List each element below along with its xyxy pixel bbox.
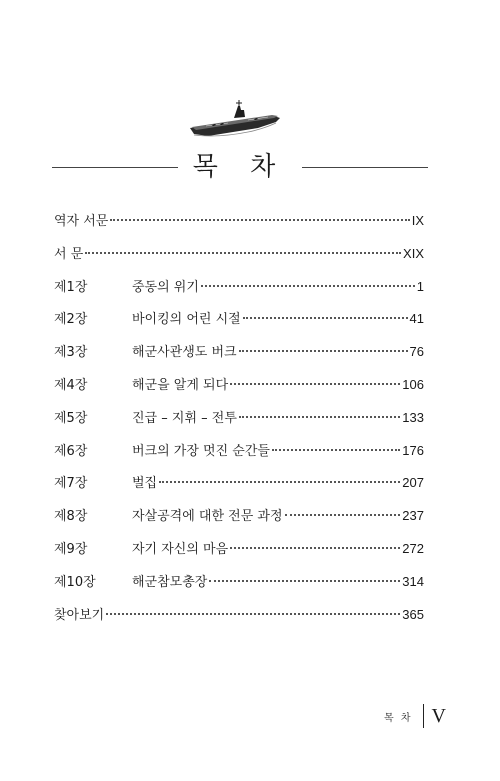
toc-title-row xyxy=(52,148,428,186)
toc-chapter-number: 제8장 xyxy=(54,509,88,525)
toc-page-number: 176 xyxy=(402,442,424,458)
toc-entry-chapter-2[interactable] xyxy=(54,308,424,341)
toc-entry-title: 자기 자신의 마음 xyxy=(132,541,229,557)
toc-entry-chapter-6[interactable] xyxy=(54,440,424,473)
toc-chapter-number: 제6장 xyxy=(54,443,88,459)
toc-entry-chapter-7[interactable] xyxy=(54,472,424,505)
toc-chapter-number: 제4장 xyxy=(54,377,88,393)
toc-entry-title: 중동의 위기 xyxy=(132,279,199,295)
footer-divider xyxy=(423,704,424,728)
toc-entry-chapter-8[interactable] xyxy=(54,505,424,538)
dot-leader xyxy=(201,284,415,287)
toc-chapter-number: 제7장 xyxy=(54,476,88,492)
toc-entry-title: 벌집 xyxy=(132,476,158,492)
toc-chapter-number: 제9장 xyxy=(54,541,88,557)
toc-entry-chapter-10[interactable] xyxy=(54,571,424,604)
toc-chapter-number: 제3장 xyxy=(54,345,88,361)
toc-page-number: IX xyxy=(411,213,424,228)
footer-section-label: 목 차 xyxy=(384,712,413,724)
toc-entry-chapter-1[interactable] xyxy=(54,276,424,309)
dot-leader xyxy=(110,218,409,221)
toc-entry-title: 찾아보기 xyxy=(54,607,105,623)
dot-leader xyxy=(85,251,401,254)
dot-leader xyxy=(243,316,408,319)
toc-chapter-number: 제10장 xyxy=(54,574,96,590)
dot-leader xyxy=(239,349,408,352)
toc-page-number: 237 xyxy=(402,508,424,524)
toc-entry-title: 진급 – 지휘 – 전투 xyxy=(132,410,237,426)
toc-page-number: 207 xyxy=(402,475,424,491)
footer-page-number: V xyxy=(431,705,446,727)
toc-entry-title: 서 문 xyxy=(54,246,84,262)
dot-leader xyxy=(239,415,400,418)
dot-leader xyxy=(159,480,400,483)
toc-chapter-number: 제1장 xyxy=(54,279,88,295)
toc-entry-translator-preface[interactable] xyxy=(54,210,424,243)
toc-page-number: 106 xyxy=(402,376,424,392)
toc-entry-preface[interactable] xyxy=(54,243,424,276)
toc-chapter-number: 제2장 xyxy=(54,312,88,328)
toc-entry-chapter-3[interactable] xyxy=(54,341,424,374)
toc-entry-title: 해군사관생도 버크 xyxy=(132,345,237,361)
title-rule-right xyxy=(302,167,428,168)
toc-page-number: 133 xyxy=(402,409,424,425)
toc-entry-title: 해군을 알게 되다 xyxy=(132,377,229,393)
dot-leader xyxy=(285,513,401,516)
toc-page-number: 314 xyxy=(402,573,424,589)
dot-leader xyxy=(230,382,400,385)
toc-page-number: 1 xyxy=(416,278,424,294)
dot-leader xyxy=(272,448,400,451)
toc-entry-title: 버크의 가장 멋진 순간들 xyxy=(132,443,270,459)
page-title: 목 차 xyxy=(192,152,288,182)
dot-leader xyxy=(209,579,400,582)
toc-page-number: XIX xyxy=(403,245,424,261)
toc-entry-title: 자살공격에 대한 전문 과정 xyxy=(132,509,283,525)
toc-entry-chapter-4[interactable] xyxy=(54,374,424,407)
page-footer xyxy=(384,704,446,728)
toc-page-number: 272 xyxy=(402,540,424,556)
toc-entry-title: 역자 서문 xyxy=(54,214,109,229)
toc-entry-index[interactable] xyxy=(54,604,424,637)
toc-chapter-number: 제5장 xyxy=(54,410,88,426)
toc-entry-chapter-9[interactable] xyxy=(54,538,424,571)
toc-entry-title: 해군참모총장 xyxy=(132,574,208,590)
toc-entry-chapter-5[interactable] xyxy=(54,407,424,440)
table-of-contents xyxy=(54,210,424,636)
title-rule-left xyxy=(52,167,178,168)
toc-entry-title: 바이킹의 어린 시절 xyxy=(132,312,241,328)
aircraft-carrier-icon xyxy=(188,98,282,142)
toc-page-number: 76 xyxy=(409,344,424,360)
dot-leader xyxy=(230,546,400,549)
dot-leader xyxy=(106,612,400,615)
toc-page-number: 365 xyxy=(402,606,424,622)
toc-page-number: 41 xyxy=(409,311,424,327)
